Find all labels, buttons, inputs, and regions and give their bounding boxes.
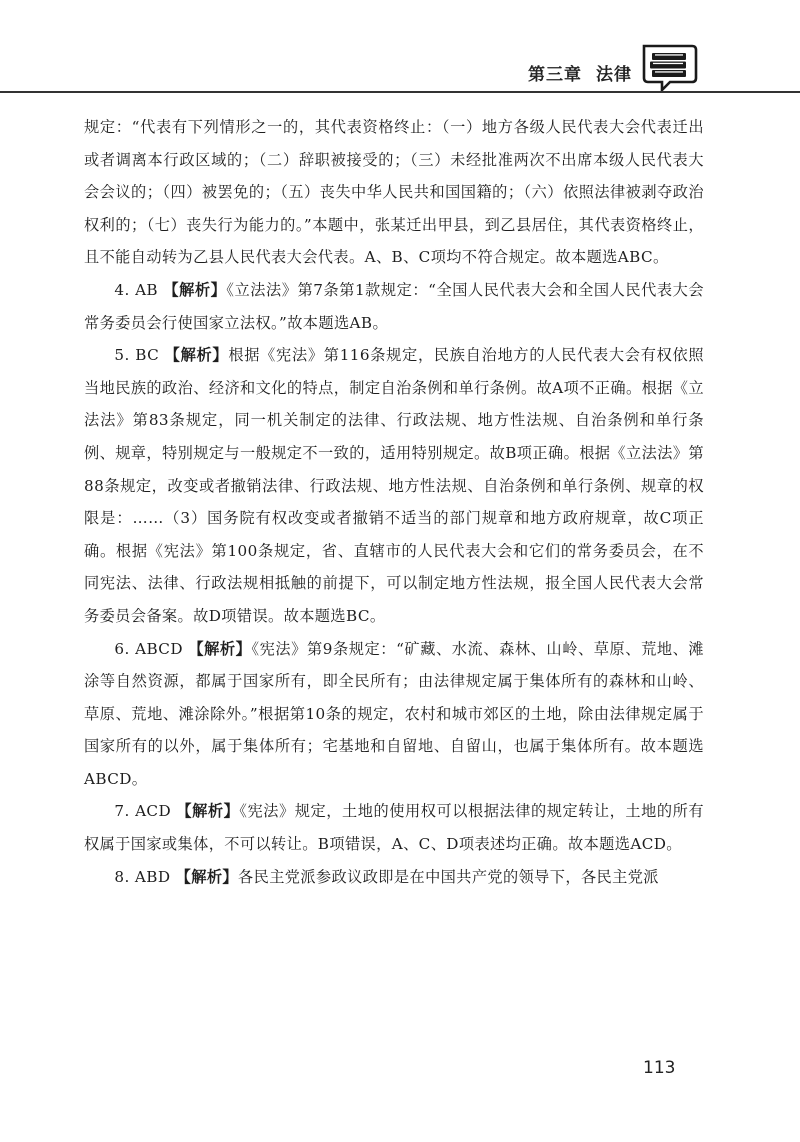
answer-item-4 bbox=[84, 274, 704, 339]
paragraph-continued bbox=[84, 111, 704, 274]
analysis-tag: 【解析】 bbox=[188, 639, 252, 658]
answer-item-5 bbox=[84, 339, 704, 632]
book-stack-icon bbox=[640, 42, 698, 92]
chapter-label: 第三章 bbox=[528, 65, 582, 85]
paragraph-text: 根据《宪法》第116条规定，民族自治地方的人民代表大会有权依照当地民族的政治、经济和文化的特点，制定自治条例和单行条例。故A项不正确。根据《立法法》第83条规定，同一机关制定的法律、行政法规、地方性法规、自治条例和单行条例、规章，特别规定与一般规定不一致的，适用特别规定。故B项正确。根据《立法法》第88条规定，改变或者撤销法律、行政法规、地方性法规、自治条例和单行条例、规章的权限是：……（3）国务院有权改变或者撤销不适当的部门规章和地方政府规章，故C项正确。根据《宪法》第100条规定，省、直辖市的人民代表大会和它们的常务委员会，在不同宪法、法律、行政法规相抵触的前提下，可以制定地方性法规，报全国人民代表大会常务委员会备案。故D项错误。故本题选BC。 bbox=[84, 346, 705, 625]
answer-key: 4. AB bbox=[114, 280, 158, 299]
analysis-tag: 【解析】 bbox=[176, 802, 240, 821]
paragraph-text: 各民主党派参政议政即是在中国共产党的领导下，各民主党派 bbox=[238, 867, 659, 886]
answer-item-7 bbox=[84, 795, 704, 860]
chapter-title: 法律 bbox=[596, 65, 632, 85]
paragraph-text: 规定：“代表有下列情形之一的，其代表资格终止：（一）地方各级人民代表大会代表迁出或者调离本行政区域的；（二）辞职被接受的；（三）未经批准两次不出席本级人民代表大会会议的；（四）被罢免的；（五）丧失中华人民共和国国籍的；（六）依照法律被剥夺政治权利的；（七）丧失行为能力的。”本题中，张某迁出甲县，到乙县居住，其代表资格终止，且不能自动转为乙县人民代表大会代表。A、B、C项均不符合规定。故本题选ABC。 bbox=[84, 118, 704, 267]
page-body bbox=[84, 111, 704, 893]
answer-key: 6. ABCD bbox=[114, 639, 183, 658]
page-number: 113 bbox=[643, 1058, 676, 1078]
paragraph-text: 《宪法》规定，土地的使用权可以根据法律的规定转让，土地的所有权属于国家或集体，不可以转让。B项错误，A、C、D项表述均正确。故本题选ACD。 bbox=[84, 802, 704, 854]
answer-key: 7. ACD bbox=[114, 802, 172, 821]
header-divider bbox=[0, 91, 800, 93]
running-head bbox=[528, 60, 632, 85]
analysis-tag: 【解析】 bbox=[164, 346, 229, 365]
answer-item-8 bbox=[84, 861, 704, 894]
paragraph-text: 《立法法》第7条第1款规定：“全国人民代表大会和全国人民代表大会常务委员会行使国家立法权。”故本题选AB。 bbox=[84, 280, 704, 332]
analysis-tag: 【解析】 bbox=[163, 280, 227, 299]
answer-key: 5. BC bbox=[114, 346, 160, 365]
answer-key: 8. ABD bbox=[114, 867, 171, 886]
paragraph-text: 《宪法》第9条规定：“矿藏、水流、森林、山岭、草原、荒地、滩涂等自然资源，都属于国家所有，即全民所有；由法律规定属于集体所有的森林和山岭、草原、荒地、滩涂除外。”根据第10条的规定，农村和城市郊区的土地，除由法律规定属于国家所有的以外，属于集体所有；宅基地和自留地、自留山，也属于集体所有。故本题选ABCD。 bbox=[84, 639, 704, 788]
answer-item-6 bbox=[84, 633, 704, 796]
page-header bbox=[0, 0, 800, 92]
analysis-tag: 【解析】 bbox=[175, 867, 239, 886]
